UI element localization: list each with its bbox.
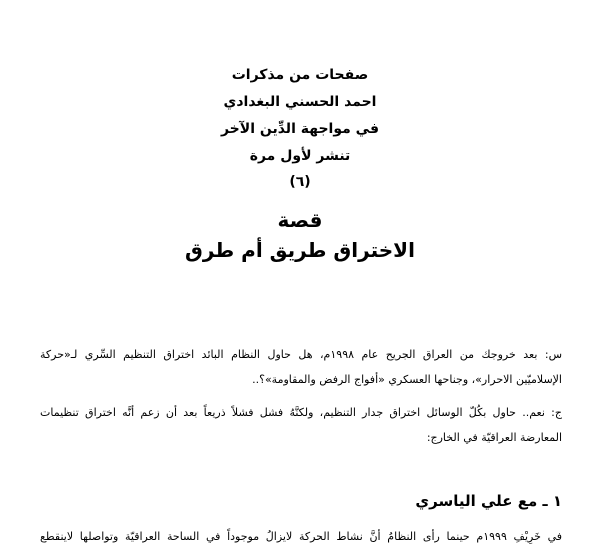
header-block: [150, 62, 450, 194]
header-publication-note: تنشر لأول مرة: [249, 148, 351, 164]
answer-paragraph: [40, 400, 562, 450]
header-part-number: (٦): [289, 174, 311, 190]
answer-line: ج: نعم.. حاول بكُلّ الوسائل اختراق جدار التنظيم، ولكنَّهُ فشل فشلاً ذريعاً بعد أن زعم أنَّه اختراق تنظيمات: [40, 406, 562, 419]
header-subject: في مواجهة الدِّين الآخر: [220, 121, 380, 137]
story-title: الاختراق طريق أم طرق: [185, 238, 415, 262]
header-memoir-title: صفحات من مذكرات: [231, 67, 369, 83]
question-line: س: بعد خروجك من العراق الجريح عام ١٩٩٨م، هل حاول النظام البائد اختراق التنظيم السِّري لـ«حركة: [40, 348, 563, 361]
section-heading: ١ ـ مع علي الياسري: [415, 492, 562, 510]
body-text-line: في خَرِيْفِ ١٩٩٩م حينما رأى النظامُ أنَّ نشاط الحركة لايزالُ موجوداً في الساحة العراقيّة وتواصلها لاينقطع: [40, 530, 562, 543]
question-line: الإسلاميّين الاحرار»، وجناحها العسكري «أفواج الرفض والمقاومة»؟..: [252, 373, 562, 386]
header-author-name: احمد الحسني البغدادي: [223, 94, 377, 110]
story-label: قصة: [277, 208, 323, 232]
question-paragraph: [40, 342, 562, 392]
answer-line: المعارضة العراقيّة في الخارج:: [426, 431, 562, 444]
